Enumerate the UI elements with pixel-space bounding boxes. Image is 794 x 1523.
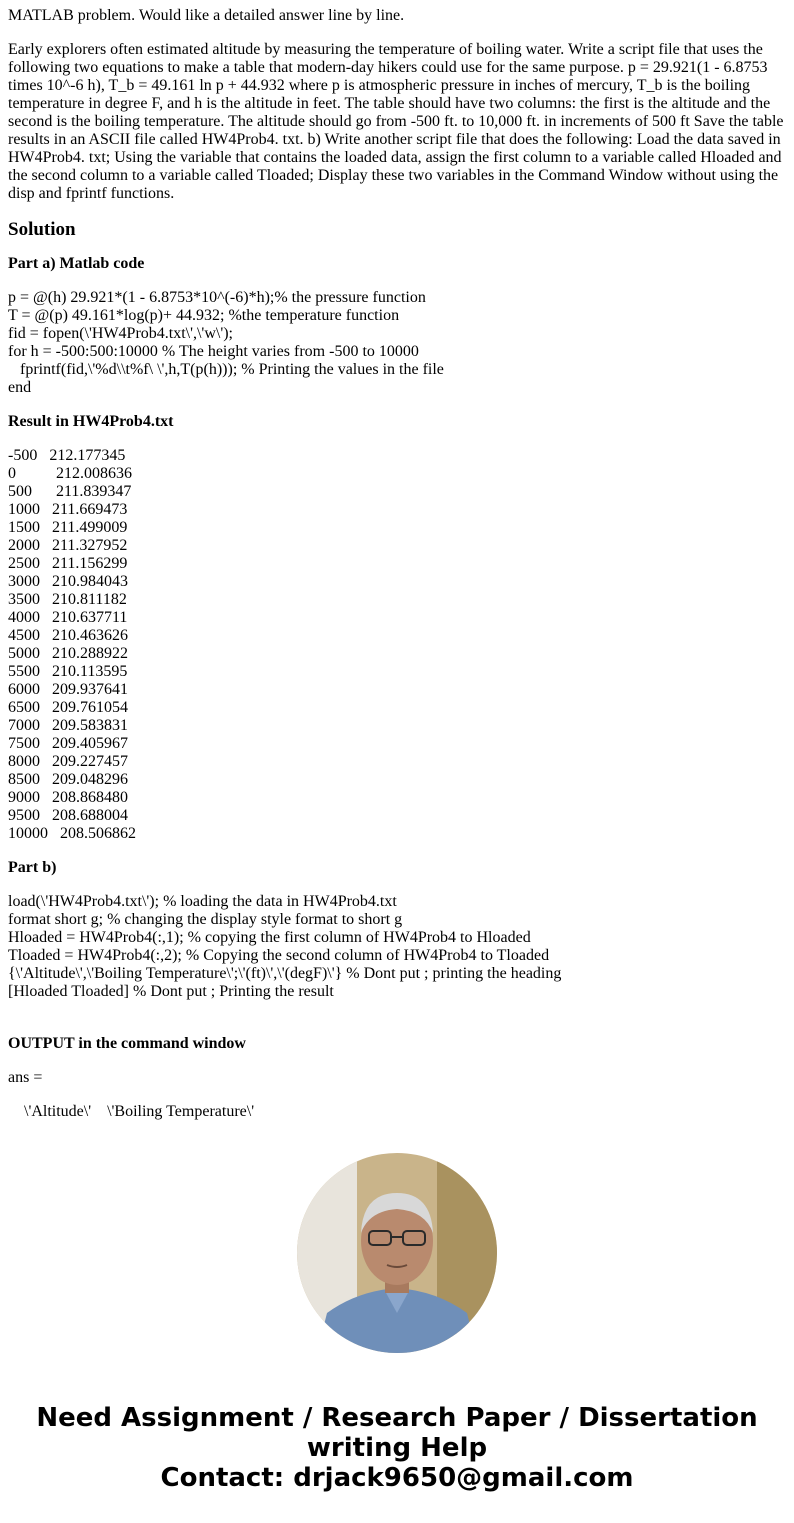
code-line: fid = fopen(\'HW4Prob4.txt\',\'w\'); — [8, 325, 233, 342]
result-row: 3000 210.984043 — [8, 573, 128, 590]
part-a-code-block — [8, 289, 788, 397]
promo-line-1: Need Assignment / Research Paper / Dissertation — [36, 1403, 758, 1433]
result-row: 7500 209.405967 — [8, 735, 128, 752]
question-body: Early explorers often estimated altitude by measuring the temperature of boiling water. Write a script file that uses the following two equations to make a table that modern-day hikers could use for the same purpose. p = 29.921(1 - 6.8753 times 10^-6 h), T_b = 49.161 ln p + 44.932 where p is atmospheric pressure in inches of mercury, T_b is the boiling temperature in degree F, and h is the altitude in feet. The table should have two columns: the first is the altitude and the second is the boiling temperature. The altitude should go from -500 ft. to 10,000 ft. in increments of 500 ft Save the table results in an ASCII file called HW4Prob4. txt. b) Write another script file that does the following: Load the data saved in HW4Prob4. txt; Using the variable that contains the loaded data, assign the first column to a variable called Hloaded and the second column to a variable called Tloaded; Display these two variables in the Command Window without using the disp and fprintf functions. — [8, 41, 784, 202]
result-row: 6500 209.761054 — [8, 699, 128, 716]
result-row: 4500 210.463626 — [8, 627, 128, 644]
code-line: fprintf(fid,\'%d\\t%f\ \',h,T(p(h))); % Printing the values in the file — [8, 361, 444, 378]
code-line: load(\'HW4Prob4.txt\'); % loading the data in HW4Prob4.txt — [8, 893, 397, 910]
result-row: 2500 211.156299 — [8, 555, 128, 572]
author-avatar — [297, 1153, 497, 1353]
portrait-image — [297, 1153, 497, 1353]
result-row: 5500 210.113595 — [8, 663, 128, 680]
code-line: T = @(p) 49.161*log(p)+ 44.932; %the temperature function — [8, 307, 400, 324]
result-row: 3500 210.811182 — [8, 591, 127, 608]
output-line: \'Altitude\' \'Boiling Temperature\' — [8, 1103, 255, 1120]
code-line: Tloaded = HW4Prob4(:,2); % Copying the second column of HW4Prob4 to Tloaded — [8, 947, 550, 964]
promo-line-2: writing Help — [306, 1433, 488, 1463]
code-line: Hloaded = HW4Prob4(:,1); % copying the first column of HW4Prob4 to Hloaded — [8, 929, 531, 946]
question-intro: MATLAB problem. Would like a detailed answer line by line. — [8, 7, 405, 24]
result-row: 0 212.008636 — [8, 465, 132, 482]
code-line: end — [8, 379, 32, 396]
result-row: 10000 208.506862 — [8, 825, 136, 842]
output-heading: OUTPUT in the command window — [8, 1035, 246, 1052]
result-row: -500 212.177345 — [8, 447, 126, 464]
article-content — [8, 7, 788, 1121]
result-row: 9000 208.868480 — [8, 789, 128, 806]
promo-contact: Contact: drjack9650@gmail.com — [160, 1463, 634, 1493]
code-line: [Hloaded Tloaded] % Dont put ; Printing the result — [8, 983, 334, 1000]
result-row: 500 211.839347 — [8, 483, 132, 500]
output-line: ans = — [8, 1069, 43, 1086]
result-row: 1500 211.499009 — [8, 519, 128, 536]
result-row: 4000 210.637711 — [8, 609, 128, 626]
part-b-heading: Part b) — [8, 859, 57, 876]
code-line: {\'Altitude\',\'Boiling Temperature\';\'(ft)\',\'(degF)\'} % Dont put ; printing the heading — [8, 965, 562, 982]
result-row: 2000 211.327952 — [8, 537, 128, 554]
result-row: 8500 209.048296 — [8, 771, 128, 788]
result-table — [8, 447, 788, 843]
promo-banner — [0, 1403, 794, 1493]
result-row: 1000 211.669473 — [8, 501, 128, 518]
solution-heading: Solution — [8, 219, 76, 240]
result-row: 9500 208.688004 — [8, 807, 128, 824]
result-row: 8000 209.227457 — [8, 753, 128, 770]
code-line: p = @(h) 29.921*(1 - 6.8753*10^(-6)*h);% the pressure function — [8, 289, 426, 306]
code-line: format short g; % changing the display style format to short g — [8, 911, 403, 928]
result-row: 5000 210.288922 — [8, 645, 128, 662]
part-a-heading: Part a) Matlab code — [8, 255, 145, 272]
result-row: 6000 209.937641 — [8, 681, 128, 698]
result-row: 7000 209.583831 — [8, 717, 128, 734]
code-line: for h = -500:500:10000 % The height varies from -500 to 10000 — [8, 343, 419, 360]
result-heading: Result in HW4Prob4.txt — [8, 413, 174, 430]
part-b-code-block — [8, 893, 788, 1001]
